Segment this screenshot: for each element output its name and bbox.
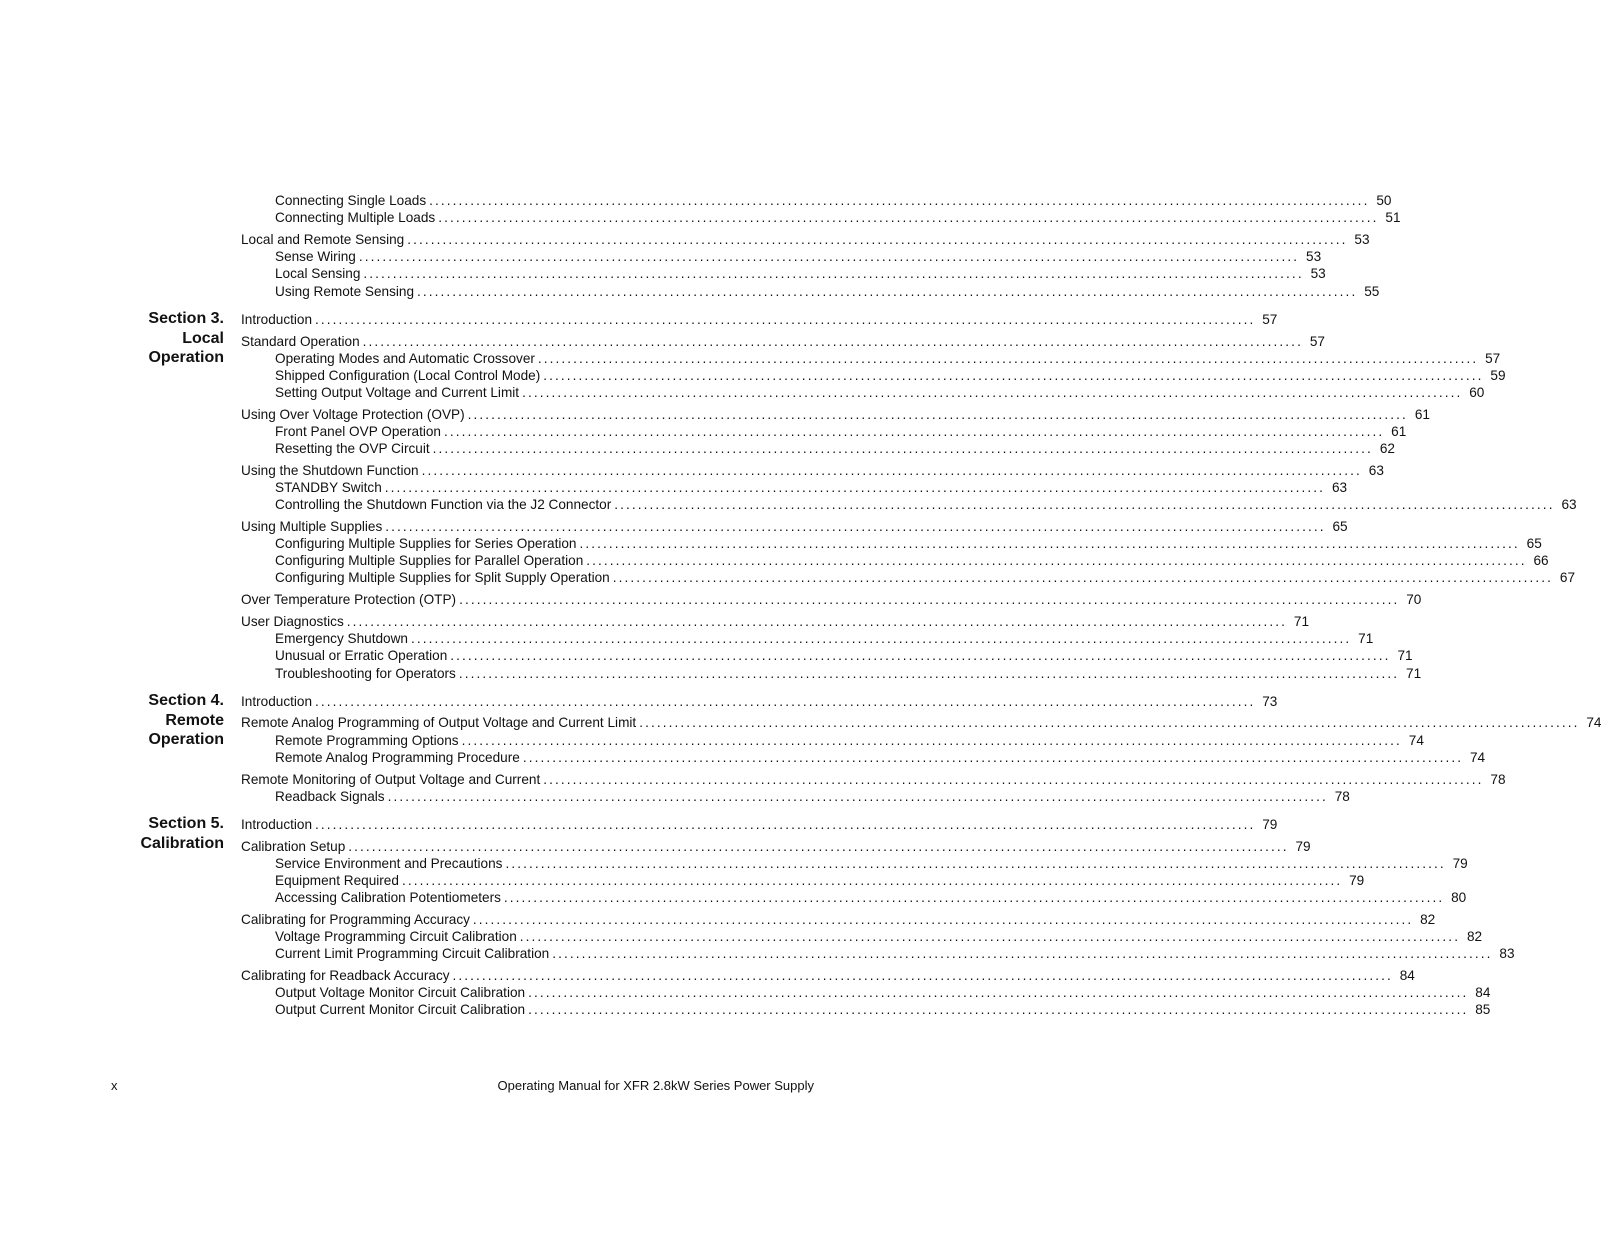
toc-entry[interactable]	[241, 591, 1422, 608]
dot-leader: ................................................................................................................................................................	[461, 733, 1402, 748]
toc-entry[interactable]	[275, 569, 1576, 586]
dot-leader: ................................................................................................................................................................	[417, 284, 1358, 299]
footer-page-number: x	[111, 1078, 118, 1093]
toc-entry-title: Current Limit Programming Circuit Calibration	[275, 946, 550, 961]
toc-entry-page: 79	[1349, 873, 1365, 888]
toc-entry[interactable]	[241, 231, 1370, 248]
toc-entry[interactable]	[275, 665, 1422, 682]
toc-entry-page: 84	[1399, 968, 1415, 983]
toc-entry[interactable]	[275, 889, 1467, 906]
toc-entry[interactable]	[275, 928, 1483, 945]
dot-leader: ................................................................................................................................................................	[467, 407, 1408, 422]
toc-entry[interactable]	[275, 535, 1542, 552]
toc-entry-title: Readback Signals	[275, 789, 385, 804]
toc-entry-page: 74	[1470, 750, 1486, 765]
toc-entry-page: 57	[1309, 334, 1325, 349]
toc-entry[interactable]	[275, 647, 1413, 664]
toc-entry-title: Remote Analog Programming of Output Voltage and Current Limit	[241, 715, 637, 730]
toc-entry[interactable]	[275, 496, 1577, 513]
dot-leader: ................................................................................................................................................................	[421, 463, 1362, 478]
toc-entry[interactable]	[275, 350, 1501, 367]
toc-entry-title: Using Remote Sensing	[275, 284, 415, 299]
toc-entry[interactable]	[275, 630, 1374, 647]
toc-entry[interactable]	[241, 693, 1278, 710]
dot-leader: ................................................................................................................................................................	[362, 334, 1303, 349]
toc-entry[interactable]	[241, 967, 1415, 984]
toc-entry[interactable]	[275, 248, 1322, 265]
toc-entry-title: Emergency Shutdown	[275, 631, 408, 646]
dot-leader: ................................................................................................................................................................	[363, 266, 1304, 281]
toc-entry[interactable]	[275, 209, 1401, 226]
toc-entry-page: 66	[1533, 553, 1549, 568]
toc-entry-title: Troubleshooting for Operators	[275, 666, 456, 681]
toc-entry[interactable]	[241, 311, 1278, 328]
toc-entry-page: 80	[1451, 890, 1467, 905]
toc-entry[interactable]	[275, 872, 1365, 889]
dot-leader: ................................................................................................................................................................	[519, 929, 1461, 944]
dot-leader: ................................................................................................................................................................	[315, 694, 1256, 709]
toc-entry[interactable]	[275, 749, 1486, 766]
toc-entry-page: 84	[1475, 985, 1491, 1000]
toc-entry-page: 74	[1586, 715, 1601, 730]
toc-entry-title: Configuring Multiple Supplies for Parallel Operation	[275, 553, 584, 568]
toc-entry[interactable]	[275, 855, 1468, 872]
dot-leader: ................................................................................................................................................................	[384, 480, 1326, 495]
footer-document-title: Operating Manual for XFR 2.8kW Series Power Supply	[497, 1078, 814, 1093]
toc-entry[interactable]	[275, 192, 1392, 209]
toc-entry-title: Connecting Single Loads	[275, 193, 427, 208]
toc-entry-page: 78	[1334, 789, 1350, 804]
dot-leader: ................................................................................................................................................................	[407, 232, 1348, 247]
toc-entry-page: 67	[1559, 570, 1576, 585]
dot-leader: ................................................................................................................................................................	[358, 249, 1300, 264]
dot-leader: ................................................................................................................................................................	[348, 839, 1289, 854]
toc-entry-page: 71	[1406, 666, 1422, 681]
dot-leader: ................................................................................................................................................................	[346, 614, 1288, 629]
toc-entry-title: Using the Shutdown Function	[241, 463, 419, 478]
toc-entry-title: Local and Remote Sensing	[241, 232, 405, 247]
toc-entry-title: User Diagnostics	[241, 614, 344, 629]
toc-entry[interactable]	[241, 406, 1430, 423]
toc-entry[interactable]	[275, 1001, 1491, 1018]
toc-entry-title: Front Panel OVP Operation	[275, 424, 441, 439]
toc-entry-title: Voltage Programming Circuit Calibration	[275, 929, 517, 944]
dot-leader: ................................................................................................................................................................	[543, 772, 1484, 787]
toc-entry-title: Standard Operation	[241, 334, 360, 349]
toc-entry[interactable]	[241, 333, 1325, 350]
toc-entry-page: 70	[1406, 592, 1422, 607]
toc-entry[interactable]	[275, 479, 1348, 496]
toc-entry-page: 79	[1295, 839, 1311, 854]
toc-entry-page: 50	[1376, 193, 1392, 208]
toc-entry-title: Calibration Setup	[241, 839, 346, 854]
toc-entry[interactable]	[241, 518, 1348, 535]
toc-entry-page: 60	[1469, 385, 1485, 400]
toc-entry-title: Output Voltage Monitor Circuit Calibration	[275, 985, 526, 1000]
toc-entry[interactable]	[275, 440, 1395, 457]
toc-entry[interactable]	[241, 613, 1310, 630]
dot-leader: ................................................................................................................................................................	[612, 570, 1554, 585]
toc-entry-page: 65	[1332, 519, 1348, 534]
toc-entry[interactable]	[241, 911, 1436, 928]
toc-entry[interactable]	[241, 462, 1384, 479]
toc-entry[interactable]	[275, 283, 1380, 300]
toc-entry-page: 74	[1408, 733, 1424, 748]
dot-leader: ................................................................................................................................................................	[505, 856, 1446, 871]
toc-entry-title: Remote Programming Options	[275, 733, 459, 748]
toc-entry-page: 71	[1293, 614, 1310, 629]
dot-leader: ................................................................................................................................................................	[429, 193, 1370, 208]
dot-leader: ................................................................................................................................................................	[387, 789, 1328, 804]
toc-entry-page: 51	[1385, 210, 1401, 225]
dot-leader: ................................................................................................................................................................	[401, 873, 1343, 888]
toc-entry[interactable]	[275, 384, 1485, 401]
toc-entry-title: Using Multiple Supplies	[241, 519, 383, 534]
dot-leader: ................................................................................................................................................................	[522, 385, 1463, 400]
toc-entry-page: 53	[1354, 232, 1370, 247]
toc-entry-title: Sense Wiring	[275, 249, 356, 264]
toc-entry-title: Accessing Calibration Potentiometers	[275, 890, 501, 905]
toc-entry-page: 82	[1466, 929, 1483, 944]
toc-entry-page: 55	[1364, 284, 1380, 299]
toc-entry-page: 63	[1331, 480, 1348, 495]
dot-leader: ................................................................................................................................................................	[315, 817, 1256, 832]
toc-entry-page: 62	[1379, 441, 1395, 456]
dot-leader: ................................................................................................................................................................	[459, 592, 1400, 607]
toc-entry-title: Output Current Monitor Circuit Calibration	[275, 1002, 526, 1017]
toc-entry[interactable]	[275, 984, 1491, 1001]
toc-entry-page: 71	[1358, 631, 1374, 646]
section-heading: Section 4. Remote Operation	[148, 692, 224, 748]
toc-entry-page: 57	[1262, 312, 1278, 327]
toc-entry-title: Introduction	[241, 312, 313, 327]
toc-entry-title: Shipped Configuration (Local Control Mode)	[275, 368, 541, 383]
toc-entry-page: 65	[1526, 536, 1542, 551]
toc-entry-title: Connecting Multiple Loads	[275, 210, 436, 225]
toc-entry[interactable]	[241, 714, 1601, 731]
toc-entry-title: Resetting the OVP Circuit	[275, 441, 430, 456]
dot-leader: ................................................................................................................................................................	[543, 368, 1484, 383]
dot-leader: ................................................................................................................................................................	[586, 553, 1527, 568]
toc-entry[interactable]	[275, 265, 1326, 282]
toc-entry-page: 79	[1452, 856, 1468, 871]
dot-leader: ................................................................................................................................................................	[522, 750, 1464, 765]
toc-entry-title: Controlling the Shutdown Function via the J2 Connector	[275, 497, 612, 512]
dot-leader: ................................................................................................................................................................	[552, 946, 1493, 961]
section-heading: Section 3. Local Operation	[148, 310, 224, 366]
dot-leader: ................................................................................................................................................................	[385, 519, 1326, 534]
dot-leader: ................................................................................................................................................................	[579, 536, 1520, 551]
toc-entry-title: Remote Analog Programming Procedure	[275, 750, 520, 765]
toc-entry-page: 85	[1475, 1002, 1491, 1017]
toc-entry[interactable]	[275, 367, 1506, 384]
toc-entry-title: Introduction	[241, 694, 313, 709]
dot-leader: ................................................................................................................................................................	[432, 441, 1373, 456]
dot-leader: ................................................................................................................................................................	[528, 985, 1469, 1000]
dot-leader: ................................................................................................................................................................	[444, 424, 1385, 439]
toc-entry-page: 73	[1262, 694, 1278, 709]
toc-entry-page: 61	[1414, 407, 1430, 422]
toc-entry-title: Introduction	[241, 817, 313, 832]
toc-entry-page: 79	[1262, 817, 1278, 832]
toc-entry[interactable]	[241, 771, 1506, 788]
toc-entry[interactable]	[241, 838, 1311, 855]
toc-entry-title: Over Temperature Protection (OTP)	[241, 592, 457, 607]
toc-entry-page: 57	[1485, 351, 1501, 366]
toc-entry[interactable]	[275, 552, 1549, 569]
toc-entry-title: Remote Monitoring of Output Voltage and Current	[241, 772, 541, 787]
dot-leader: ................................................................................................................................................................	[450, 648, 1391, 663]
toc-entry[interactable]	[275, 945, 1515, 962]
toc-entry-title: Calibrating for Programming Accuracy	[241, 912, 470, 927]
toc-entry-page: 82	[1420, 912, 1436, 927]
toc-entry-page: 59	[1490, 368, 1506, 383]
toc-entry-title: Equipment Required	[275, 873, 399, 888]
toc-entry-page: 78	[1490, 772, 1506, 787]
dot-leader: ................................................................................................................................................................	[438, 210, 1379, 225]
toc-entry[interactable]	[241, 816, 1278, 833]
toc-entry-title: Configuring Multiple Supplies for Split Supply Operation	[275, 570, 610, 585]
dot-leader: ................................................................................................................................................................	[528, 1002, 1469, 1017]
toc-entry-title: Setting Output Voltage and Current Limit	[275, 385, 520, 400]
dot-leader: ................................................................................................................................................................	[411, 631, 1352, 646]
dot-leader: ................................................................................................................................................................	[452, 968, 1393, 983]
toc-entry-title: Calibrating for Readback Accuracy	[241, 968, 450, 983]
toc-entry-title: Configuring Multiple Supplies for Series Operation	[275, 536, 577, 551]
dot-leader: ................................................................................................................................................................	[458, 666, 1400, 681]
toc-entry[interactable]	[275, 788, 1350, 805]
toc-entry-title: Service Environment and Precautions	[275, 856, 503, 871]
dot-leader: ................................................................................................................................................................	[315, 312, 1256, 327]
section-heading: Section 5. Calibration	[140, 815, 224, 852]
toc-entry-page: 63	[1368, 463, 1384, 478]
dot-leader: ................................................................................................................................................................	[472, 912, 1414, 927]
toc-entry-title: STANDBY Switch	[275, 480, 382, 495]
toc-entry-page: 61	[1391, 424, 1407, 439]
toc-entry-title: Local Sensing	[275, 266, 361, 281]
toc-entry-page: 53	[1306, 249, 1322, 264]
toc-entry[interactable]	[275, 423, 1407, 440]
dot-leader: ................................................................................................................................................................	[537, 351, 1479, 366]
toc-entry-page: 83	[1499, 946, 1515, 961]
dot-leader: ................................................................................................................................................................	[614, 497, 1555, 512]
toc-entry-page: 71	[1397, 648, 1413, 663]
toc-entry-page: 53	[1310, 266, 1326, 281]
toc-entry-title: Operating Modes and Automatic Crossover	[275, 351, 535, 366]
dot-leader: ................................................................................................................................................................	[639, 715, 1580, 730]
toc-entry-page: 63	[1561, 497, 1577, 512]
toc-entry-title: Using Over Voltage Protection (OVP)	[241, 407, 465, 422]
toc-entry-title: Unusual or Erratic Operation	[275, 648, 448, 663]
dot-leader: ................................................................................................................................................................	[503, 890, 1445, 905]
toc-entry[interactable]	[275, 732, 1424, 749]
